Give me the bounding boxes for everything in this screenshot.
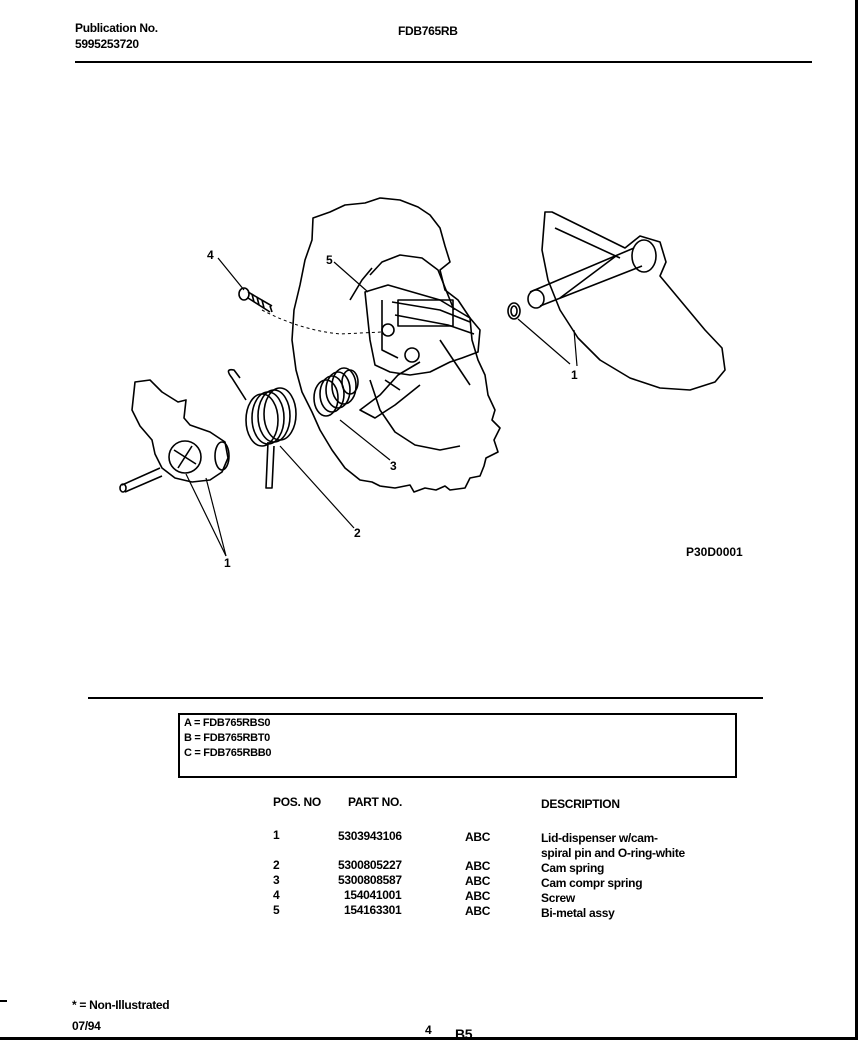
row-3-part: 5300808587 bbox=[338, 873, 402, 887]
legend-line-c: C = FDB765RBB0 bbox=[184, 747, 272, 759]
margin-tick bbox=[0, 1000, 7, 1002]
row-1-codes: ABC bbox=[465, 830, 491, 844]
row-1-desc-2: spiral pin and O-ring-white bbox=[541, 846, 685, 860]
row-3-pos: 3 bbox=[273, 873, 280, 887]
callout-1-right: 1 bbox=[571, 368, 578, 382]
cam-part bbox=[132, 380, 228, 482]
row-3-codes: ABC bbox=[465, 874, 491, 888]
row-2-part: 5300805227 bbox=[338, 858, 402, 872]
row-5-pos: 5 bbox=[273, 903, 280, 917]
row-4-codes: ABC bbox=[465, 889, 491, 903]
callout-5: 5 bbox=[326, 253, 333, 267]
callout-4: 4 bbox=[207, 248, 214, 262]
row-4-pos: 4 bbox=[273, 888, 280, 902]
callout-2: 2 bbox=[354, 526, 361, 540]
row-3-desc: Cam compr spring bbox=[541, 876, 643, 890]
diagram-code: P30D0001 bbox=[686, 545, 743, 559]
row-2-pos: 2 bbox=[273, 858, 280, 872]
row-2-codes: ABC bbox=[465, 859, 491, 873]
publication-number: 5995253720 bbox=[75, 37, 139, 51]
row-5-desc: Bi-metal assy bbox=[541, 906, 615, 920]
model-legend bbox=[178, 713, 737, 778]
row-5-codes: ABC bbox=[465, 904, 491, 918]
row-1-part: 5303943106 bbox=[338, 829, 402, 843]
model-number: FDB765RB bbox=[398, 24, 458, 38]
row-2-desc: Cam spring bbox=[541, 861, 605, 875]
row-4-desc: Screw bbox=[541, 891, 575, 905]
cam-spring bbox=[228, 370, 296, 488]
cam-compression-spring bbox=[314, 368, 358, 416]
publication-label: Publication No. bbox=[75, 21, 158, 35]
header-description: DESCRIPTION bbox=[541, 797, 620, 811]
dispenser-housing bbox=[292, 198, 500, 492]
callout-1-left: 1 bbox=[224, 556, 231, 570]
legend-line-a: A = FDB765RBS0 bbox=[184, 717, 271, 729]
row-1-desc-1: Lid-dispenser w/cam- bbox=[541, 831, 658, 845]
header-part-no: PART NO. bbox=[348, 795, 403, 809]
row-5-part: 154163301 bbox=[344, 903, 402, 917]
non-illustrated-note: * = Non-Illustrated bbox=[72, 998, 170, 1012]
footer-date: 07/94 bbox=[72, 1019, 101, 1033]
section-code: B5 bbox=[455, 1026, 473, 1042]
row-1-pos: 1 bbox=[273, 828, 280, 842]
callout-3: 3 bbox=[390, 459, 397, 473]
page-number: 4 bbox=[425, 1023, 432, 1037]
legend-line-b: B = FDB765RBT0 bbox=[184, 732, 270, 744]
section-rule bbox=[88, 697, 763, 699]
row-4-part: 154041001 bbox=[344, 888, 402, 902]
header-pos-no: POS. NO bbox=[273, 795, 321, 809]
screw bbox=[239, 288, 272, 312]
